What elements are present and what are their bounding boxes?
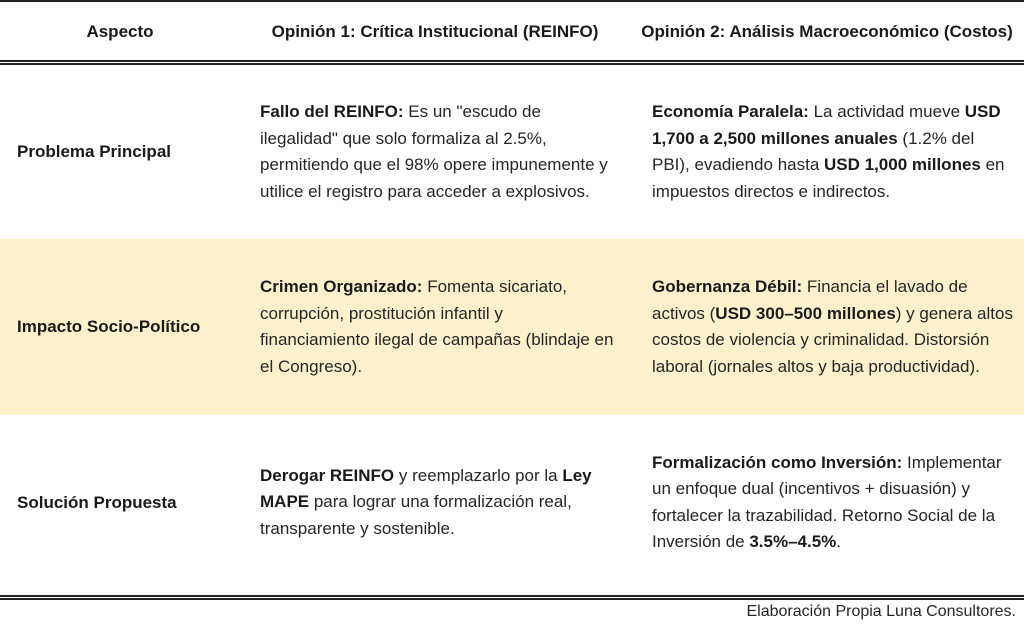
table-row <box>0 239 1024 415</box>
table-header <box>0 2 1024 60</box>
cell-text: . <box>836 532 842 551</box>
row-aspect-label: Problema Principal <box>17 142 171 161</box>
cell-text: Financia el lavado de activos ( <box>652 277 968 323</box>
table-row <box>0 65 1024 239</box>
cell-text: ) y genera altos costos de violencia y criminalidad. Distorsión laboral (jornales altos y baja productividad). <box>652 303 1013 376</box>
bold-figure: USD 300–500 millones <box>715 303 896 323</box>
header-aspect: Aspecto <box>86 21 154 41</box>
cell-text: Fomenta sicariato, corrupción, prostitución infantil y financiamiento ilegal de campañas (blindaje en el Congreso). <box>260 277 614 376</box>
row-aspect-label: Solución Propuesta <box>17 492 177 512</box>
bold-figure: 3.5%–4.5% <box>749 532 837 551</box>
opinion-1-cell <box>240 239 630 415</box>
bold-lead: Economía Paralela: <box>652 102 809 121</box>
header-opinion-1: Opinión 1: Crítica Institucional (REINFO) <box>271 21 599 41</box>
opinion-1-cell <box>240 65 630 239</box>
bold-figure: USD 1,000 millones <box>824 155 981 174</box>
row-aspect-label: Impacto Socio-Político <box>17 317 201 336</box>
opinion-1-cell <box>240 415 630 590</box>
cell-text: (1.2% del PBI), evadiendo hasta <box>652 128 975 174</box>
cell-text: Implementar un enfoque dual (incentivos + disuasión) y fortalecer la trazabilidad. Retorno Social de la Inversión de <box>652 452 1002 551</box>
source-footer: Elaboración Propia Luna Consultores. <box>746 603 1016 620</box>
bold-lead: Crimen Organizado: <box>260 277 423 296</box>
opinion-2-cell <box>630 65 1024 239</box>
bold-lead: Derogar REINFO <box>260 465 395 485</box>
bottom-double-rule <box>0 595 1024 600</box>
bold-lead: Gobernanza Débil: <box>652 277 803 296</box>
header-opinion-2: Opinión 2: Análisis Macroeconómico (Costos) <box>641 21 1013 41</box>
cell-text: La actividad mueve <box>808 102 965 121</box>
bold-lead: Fallo del REINFO: <box>260 102 404 121</box>
bold-figure: USD 1,700 a 2,500 millones anuales <box>652 102 1001 148</box>
table-row <box>0 415 1024 590</box>
cell-text: en impuestos directos e indirectos. <box>652 155 1005 201</box>
cell-text: para lograr una formalización real, transparente y sostenible. <box>260 492 572 538</box>
opinion-2-cell <box>630 415 1024 590</box>
bold-figure: Ley MAPE <box>260 465 592 512</box>
opinion-2-cell <box>630 239 1024 415</box>
cell-text: Es un "escudo de ilegalidad" que solo formaliza al 2.5%, permitiendo que el 98% opere impunemente y utilice el registro para acceder a explosivos. <box>260 102 608 201</box>
bold-lead: Formalización como Inversión: <box>652 452 903 472</box>
cell-text: y reemplazarlo por la <box>394 465 563 485</box>
